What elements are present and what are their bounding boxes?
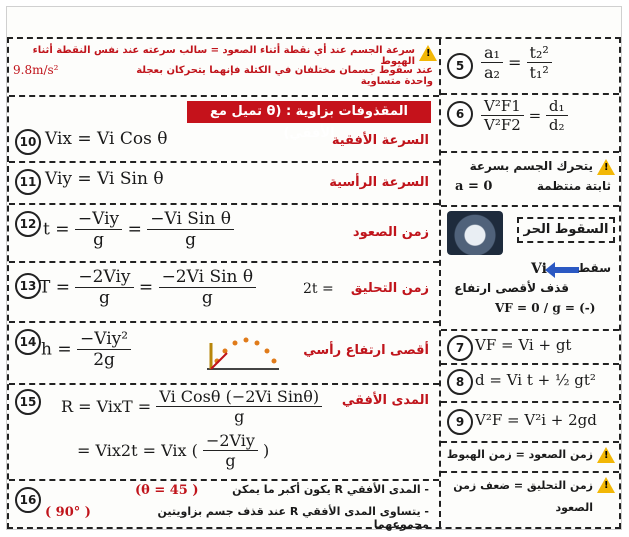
row-10-label: السرعة الأفقية — [331, 133, 429, 148]
free-fall-drop: سقط — [577, 261, 611, 275]
arrow-left-icon — [553, 267, 579, 273]
row-16 — [11, 481, 437, 531]
row-16-line1: - المدى الأفقي R يكون أكبر ما يمكن — [232, 483, 429, 496]
row-5 — [441, 41, 619, 91]
row-14-number: 14 — [15, 329, 41, 355]
constant-velocity-eq: a = 0 — [455, 179, 493, 194]
row-5-number: 5 — [447, 53, 473, 79]
constant-velocity-line2: ثابتة منتظمة — [536, 179, 611, 193]
row-12-number: 12 — [15, 211, 41, 237]
row-9-equation: V²F = V²i + 2gd — [475, 411, 597, 429]
row-13-equation: T = $\frac{\text{−2Viy}}{g}$ = $\frac{\text{−2Vi Sin θ}}{g}$ — [39, 267, 256, 308]
row-15-label: المدى الأفقي — [341, 393, 429, 408]
row-9 — [441, 403, 619, 439]
row-7-number: 7 — [447, 335, 473, 361]
flight-note-line2: الصعود — [555, 501, 593, 514]
row-6 — [441, 95, 619, 149]
header-note — [11, 41, 439, 93]
row-13-label: زمن التحليق — [350, 281, 429, 296]
row-13 — [11, 263, 437, 319]
row-14 — [11, 323, 437, 381]
row-9-number: 9 — [447, 409, 473, 435]
free-fall-line1: قذف لأقصى ارتفاع — [454, 281, 569, 295]
time-note-text: زمن الصعود = زمن الهبوط — [446, 448, 593, 461]
row-14-label: أقصى ارتفاع رأسي — [303, 343, 429, 358]
row-11-number: 11 — [15, 169, 41, 195]
constant-velocity-line1: يتحرك الجسم بسرعة — [469, 159, 593, 173]
row-15-line2: = Vix2t = Vix ( $\frac{\text{−2Viy}}{g}$ ) — [77, 431, 270, 470]
header-note-top: سرعة الجسم عند أي نقطة أثناء الصعود = سالب سرعته عند نفس النقطة أثناء الهبوط — [32, 45, 415, 67]
row-15-number: 15 — [15, 389, 41, 415]
warning-icon: ! — [597, 477, 615, 493]
row-7 — [441, 331, 619, 361]
row-13-label2: 2t = — [303, 281, 334, 297]
free-fall-line2: VF = 0 / g = (-) — [495, 301, 596, 315]
row-8-number: 8 — [447, 369, 473, 395]
warning-icon: ! — [419, 45, 437, 61]
free-fall-vi: Vi — [531, 261, 547, 277]
header-note-value: 9.8m/s² — [13, 63, 59, 77]
row-11 — [11, 163, 437, 201]
row-11-label: السرعة الرأسية — [329, 175, 429, 190]
row-8 — [441, 365, 619, 399]
left-divider — [9, 95, 439, 97]
row-10-number: 10 — [15, 129, 41, 155]
row-13-number: 13 — [15, 273, 41, 299]
free-fall-photo — [447, 211, 503, 255]
warning-icon: ! — [597, 447, 615, 463]
warning-icon: ! — [597, 159, 615, 175]
row-10 — [11, 123, 437, 159]
flight-note-line1: زمن التحليق = ضعف زمن — [453, 479, 593, 492]
row-6-equation: $\frac{\text{V²F1}}{\text{V²F2}}$ = $\frac{\text{d₁}}{\text{d₂}}$ — [481, 97, 568, 134]
row-12 — [11, 205, 437, 259]
constant-velocity-note — [441, 153, 619, 203]
row-16-number: 16 — [15, 487, 41, 513]
row-11-equation: Viy = Vi Sin θ — [45, 169, 164, 189]
header-note-bottom: عند سقوط جسمان مختلفان في الكتلة فإنهما يتحركان بعجلة واحدة متساوية — [136, 65, 433, 87]
row-16-line1-value: (θ = 45 ) — [135, 483, 199, 498]
arrow-head-icon — [545, 262, 555, 278]
row-16-line2: - يتساوى المدى الأفقي R عند قذف جسم بزاويتين مجموعهما — [157, 505, 429, 531]
flight-note — [441, 473, 619, 525]
row-6-number: 6 — [447, 101, 473, 127]
row-15 — [11, 385, 437, 477]
row-7-equation: VF = Vi + gt — [475, 336, 572, 354]
row-16-line2-value: ( 90° ) — [45, 505, 91, 520]
row-14-equation: h = $\frac{\text{−Viy²}}{2g}$ — [41, 329, 131, 370]
free-fall-block — [441, 207, 619, 327]
note-card — [6, 6, 622, 530]
row-15-line1: R = VixT = $\frac{\text{Vi Cosθ (−2Vi Sinθ)}}{g}$ — [61, 387, 322, 426]
section-title: المقذوفات بزاوية : (θ تميل مع الأفقي) — [187, 101, 431, 123]
row-10-equation: Vix = Vi Cos θ — [45, 129, 168, 149]
free-fall-title: السقوط الحر — [517, 217, 615, 243]
row-5-equation: $\frac{\text{a₁}}{\text{a₂}}$ = $\frac{\text{t₂²}}{\text{t₁²}}$ — [481, 43, 552, 82]
row-8-equation: d = Vi t + ½ gt² — [475, 371, 596, 389]
time-note — [441, 443, 619, 469]
row-12-equation: t = $\frac{\text{−Viy}}{g}$ = $\frac{\text{−Vi Sin θ}}{g}$ — [43, 209, 234, 250]
projectile-arc-icon — [201, 331, 283, 375]
row-12-label: زمن الصعود — [352, 225, 429, 240]
